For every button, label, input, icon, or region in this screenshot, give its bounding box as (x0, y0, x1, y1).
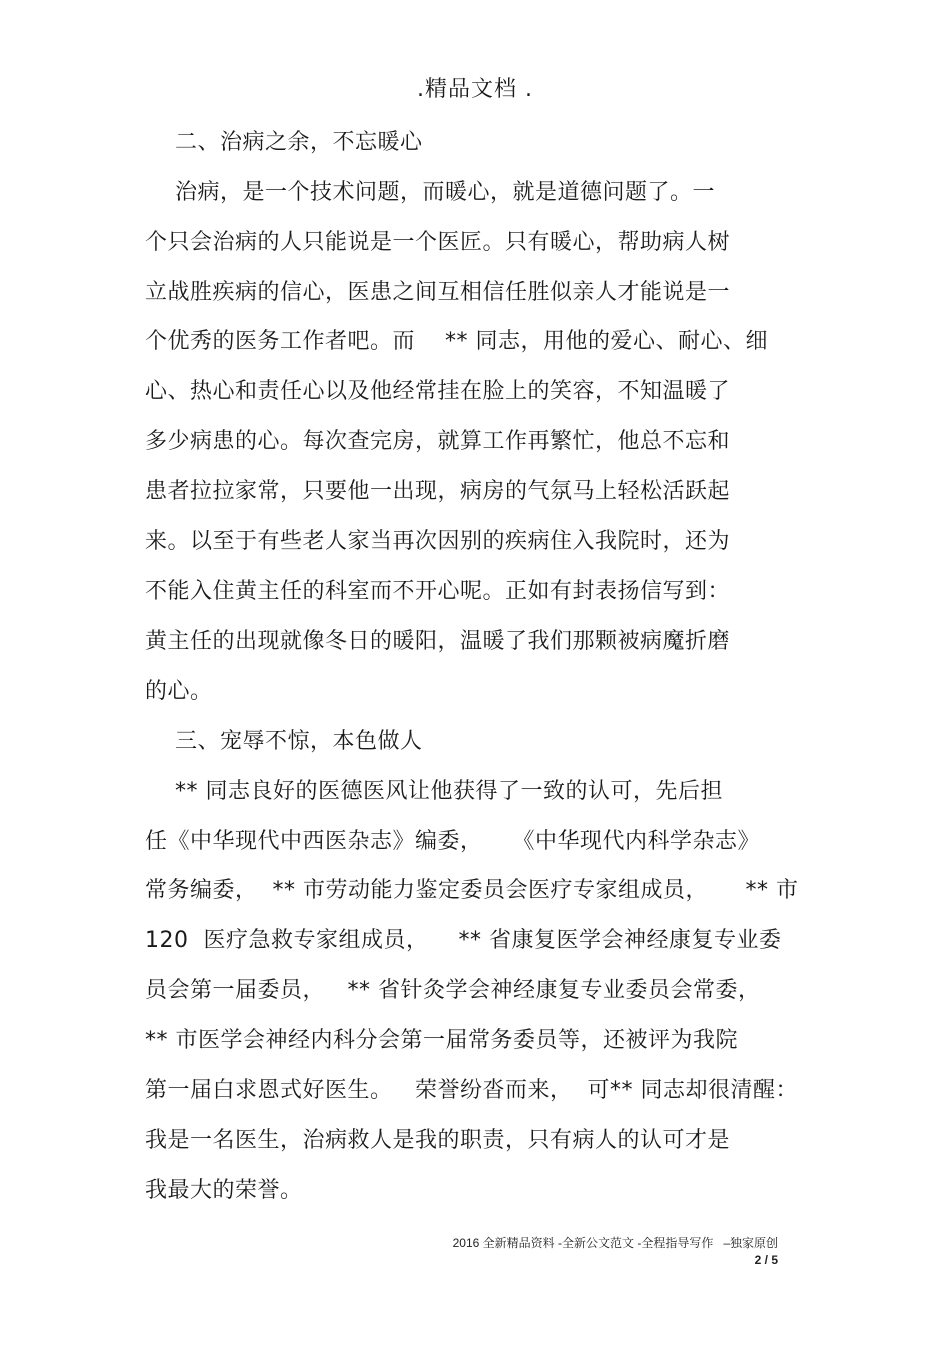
text-line: 员会第一届委员， ** 省针灸学会神经康复专业委员会常委， (145, 978, 761, 1003)
text-line: 个优秀的医务工作者吧。而 ** 同志，用他的爱心、耐心、细 (145, 329, 768, 354)
text-line: 治病，是一个技术问题，而暖心，就是道德问题了。一 (145, 180, 715, 205)
text-line: 常务编委， ** 市劳动能力鉴定委员会医疗专家组成员， ** 市 (145, 878, 799, 903)
text-line: 第一届白求恩式好医生。 荣誉纷沓而来， 可** 同志却很清醒： (145, 1078, 798, 1103)
text-line: 我是一名医生，治病救人是我的职责，只有病人的认可才是 (145, 1128, 731, 1153)
text-line: 120 医疗急救专家组成员， ** 省康复医学会神经康复专业委 (145, 928, 782, 953)
text-line: 不能入住黄主任的科室而不开心呢。正如有封表扬信写到： (145, 579, 731, 604)
text-line: 患者拉拉家常，只要他一出现，病房的气氛马上轻松活跃起 (145, 479, 731, 504)
text-line: 的心。 (145, 679, 213, 704)
paragraph-heading: 二、治病之余，不忘暖心 (145, 130, 423, 155)
text-line: 任《中华现代中西医杂志》编委， 《中华现代内科学杂志》 (145, 829, 760, 854)
text-line: ** 同志良好的医德医风让他获得了一致的认可，先后担 (145, 779, 723, 804)
text-line: 来。以至于有些老人家当再次因别的疾病住入我院时，还为 (145, 529, 731, 554)
document-header: .精品文档 . (417, 77, 533, 102)
text-line: 我最大的荣誉。 (145, 1178, 303, 1203)
page-number: 2 / 5 (754, 1253, 778, 1267)
paragraph-heading: 三、宠辱不惊，本色做人 (145, 729, 423, 754)
text-line: 心、热心和责任心以及他经常挂在脸上的笑容，不知温暖了 (145, 379, 731, 404)
text-line: ** 市医学会神经内科分会第一届常务委员等，还被评为我院 (145, 1028, 738, 1053)
text-line: 立战胜疾病的信心，医患之间互相信任胜似亲人才能说是一 (145, 280, 731, 305)
text-line: 多少病患的心。每次查完房，就算工作再繁忙，他总不忘和 (145, 429, 731, 454)
text-line: 黄主任的出现就像冬日的暖阳，温暖了我们那颗被病魔折磨 (145, 629, 731, 654)
text-line: 个只会治病的人只能说是一个医匠。只有暖心，帮助病人树 (145, 230, 731, 255)
document-footer: 2016 全新精品资料 -全新公文范文 -全程指导写作 –独家原创 (452, 1236, 778, 1250)
